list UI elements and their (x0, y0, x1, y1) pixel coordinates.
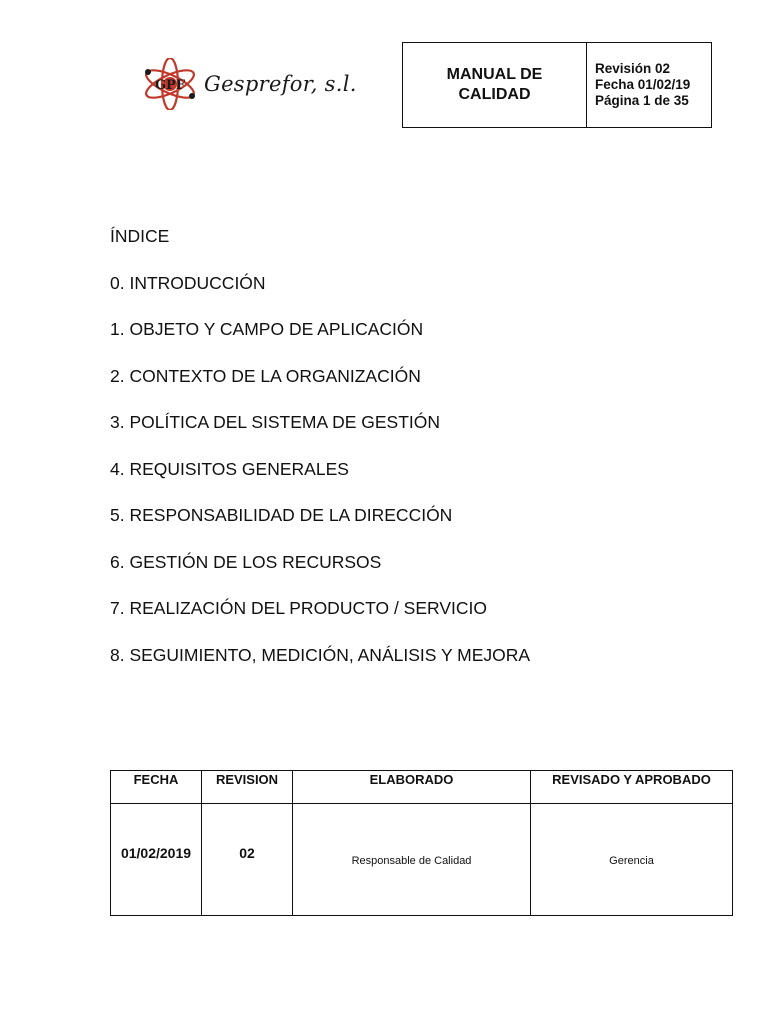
toc-item: 6. GESTIÓN DE LOS RECURSOS (110, 551, 382, 572)
toc-item: 1. OBJETO Y CAMPO DE APLICACIÓN (110, 319, 424, 339)
signoff-header-row (111, 771, 733, 804)
table-of-contents (110, 224, 530, 689)
title-line-1: MANUAL DE (446, 66, 543, 83)
cell-aprobado: Gerencia (531, 804, 733, 916)
cell-fecha: 01/02/2019 (111, 804, 202, 916)
header-aprobado: REVISADO Y APROBADO (531, 771, 733, 804)
toc-heading: ÍNDICE (110, 226, 170, 246)
header-revision: REVISION (202, 771, 293, 804)
page-label: Página 1 de 35 (595, 93, 689, 108)
toc-item: 3. POLÍTICA DEL SISTEMA DE GESTIÓN (110, 412, 440, 432)
toc-item: 8. SEGUIMIENTO, MEDICIÓN, ANÁLISIS Y MEJORA (110, 644, 531, 665)
title-line-2: CALIDAD (458, 86, 531, 103)
atom-emblem-icon (140, 58, 200, 110)
toc-item: 0. INTRODUCCIÓN (110, 272, 266, 293)
company-name: Gesprefor, s.l. (204, 72, 357, 96)
signoff-data-row (111, 804, 733, 916)
signoff-table (110, 770, 733, 916)
revision-label: Revisión 02 (595, 61, 671, 76)
company-logo (140, 58, 370, 110)
toc-item: 2. CONTEXTO DE LA ORGANIZACIÓN (110, 365, 421, 386)
cell-elaborado: Responsable de Calidad (293, 804, 531, 916)
cell-revision: 02 (202, 804, 293, 916)
toc-item: 7. REALIZACIÓN DEL PRODUCTO / SERVICIO (110, 598, 487, 618)
header-fecha: FECHA (111, 771, 202, 804)
date-label: Fecha 01/02/19 (595, 77, 691, 92)
toc-item: 4. REQUISITOS GENERALES (110, 458, 349, 479)
header-elaborado: ELABORADO (293, 771, 531, 804)
toc-item: 5. RESPONSABILIDAD DE LA DIRECCIÓN (110, 505, 453, 525)
emblem-letters: GPF (154, 78, 186, 93)
document-meta (587, 43, 711, 127)
document-title (403, 43, 587, 127)
document-header (402, 42, 712, 128)
